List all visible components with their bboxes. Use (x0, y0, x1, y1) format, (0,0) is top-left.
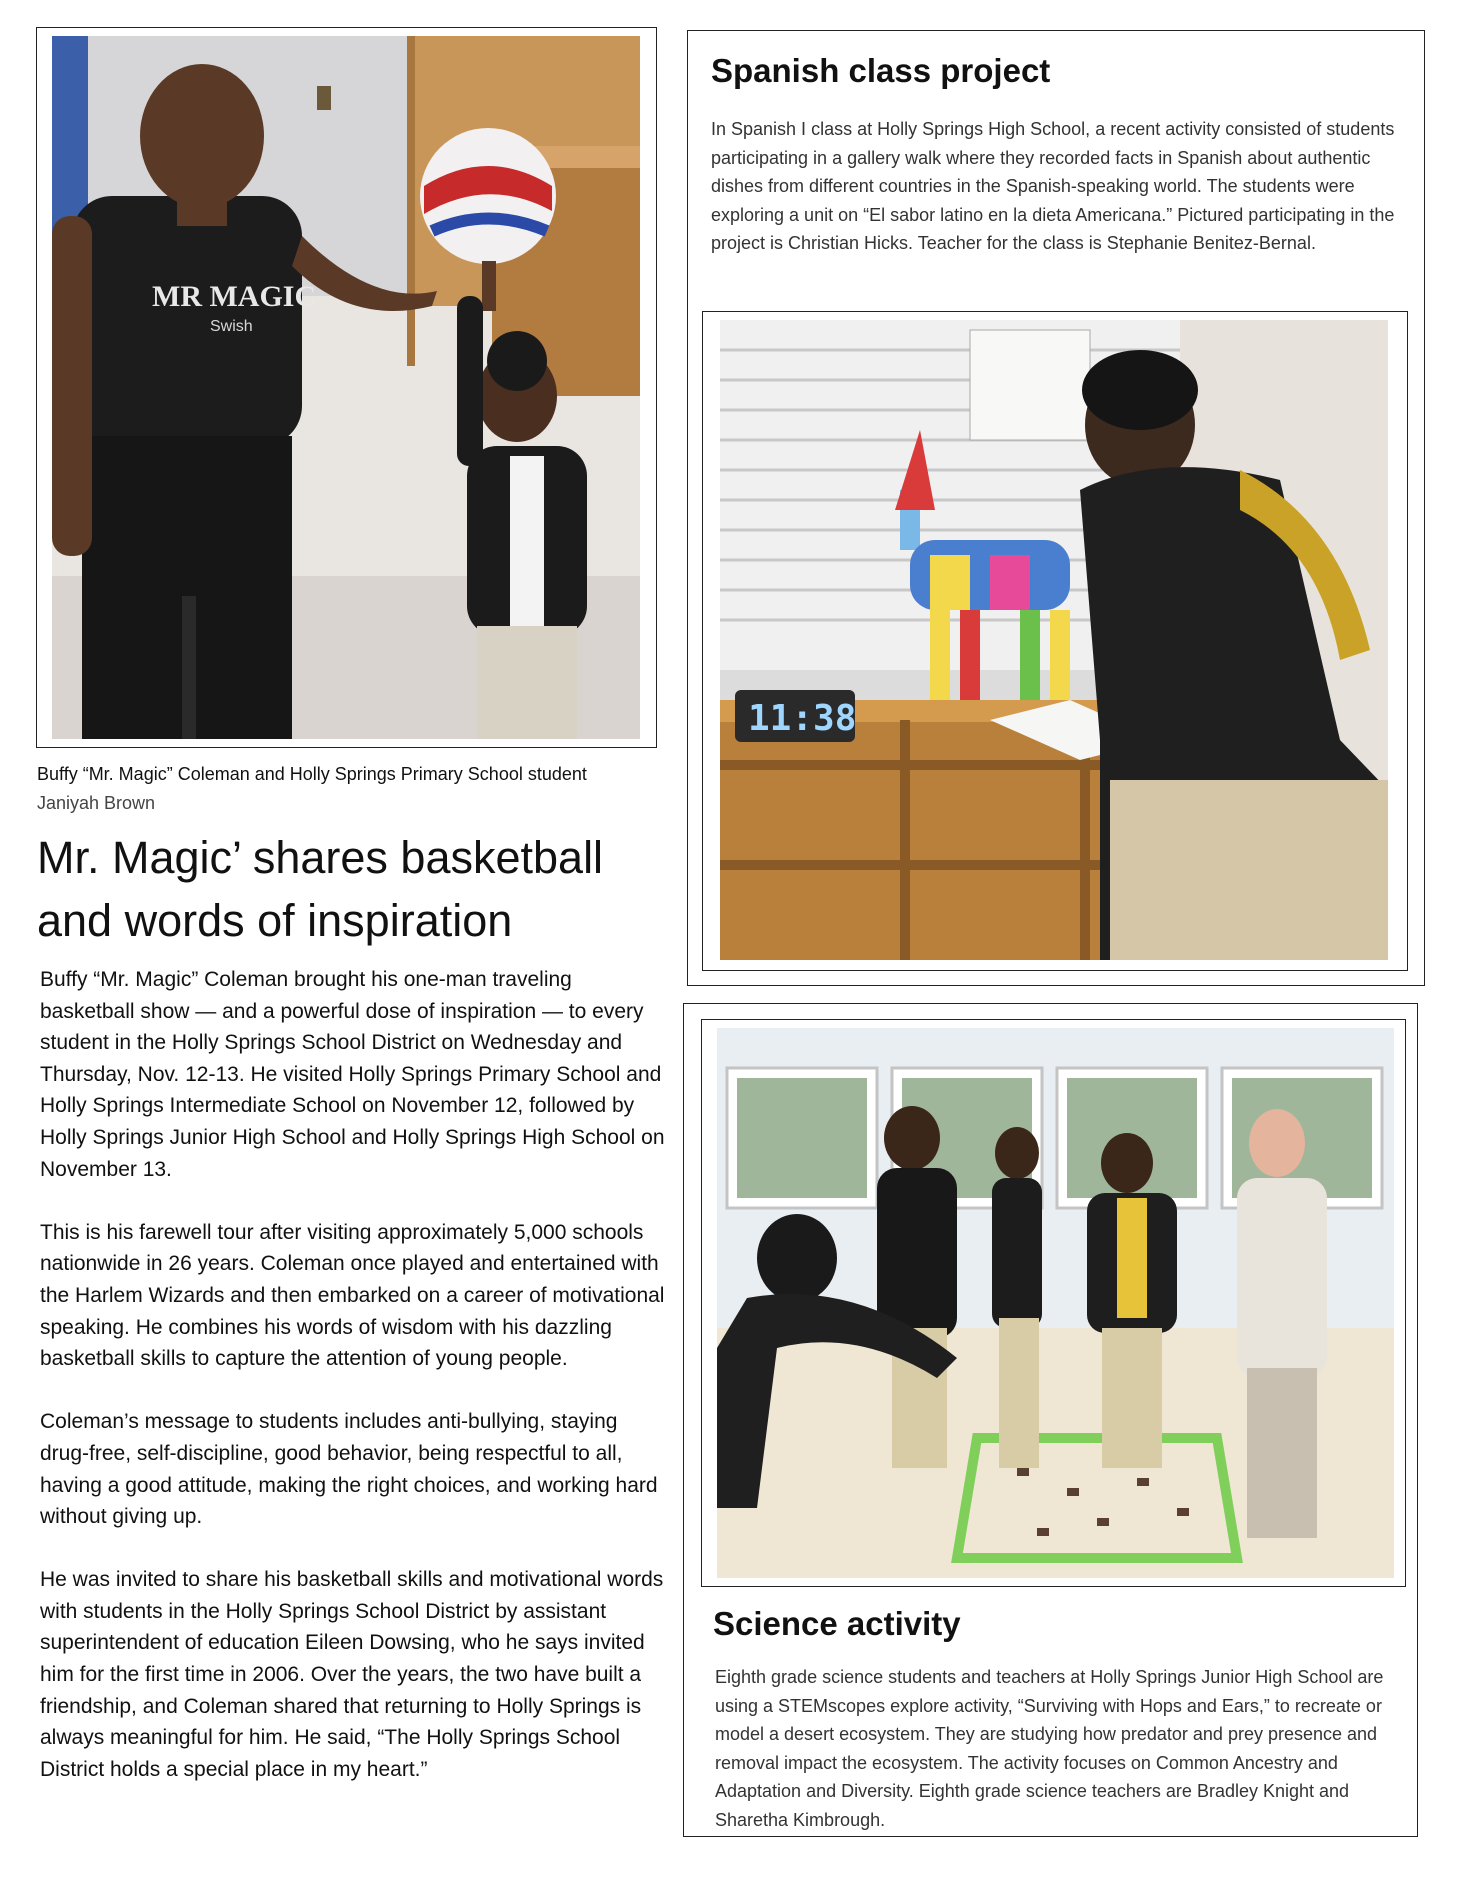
caption-credit: Janiyah Brown (37, 793, 156, 813)
science-body: Eighth grade science students and teachers at Holly Springs Junior High School are using a STEMscopes explore activity, “Surviving with Hops and Ears,” to recreate or model a desert ecosystem. They are studying how predator and prey presence and removal impact the ecosystem. The activity focuses on Common Ancestry and Adaptation and Diversity. Eighth grade science teachers are Bradley Knight and Sharetha Kimbrough. (715, 1667, 1384, 1830)
article-headline: Mr. Magic’ shares basketball and words of inspiration (37, 832, 604, 946)
article-paragraph: Buffy “Mr. Magic” Coleman brought his one-man traveling basketball show — and a powerful dose of inspiration — to every student in the Holly Springs School District on Wednesday and Thursday, Nov. 12-13. He visited Holly Springs Primary School and Holly Springs Intermediate School on November 12, followed by Holly Springs Junior High School and Holly Springs High School on November 13. (40, 968, 665, 1181)
spanish-body: In Spanish I class at Holly Springs High School, a recent activity consisted of students participating in a gallery walk where they recorded facts in Spanish about authentic dishes from different countries in the Spanish-speaking world. The students were exploring a unit on “El sabor latino en la dieta Americana.” Pictured participating in the project is Christian Hicks. Teacher for the class is Stephanie Benitez-Bernal. (711, 119, 1395, 253)
science-photo (717, 1028, 1394, 1578)
spanish-photo (720, 320, 1388, 960)
science-title: Science activity (713, 1605, 961, 1642)
caption-main: Buffy “Mr. Magic” Coleman and Holly Springs Primary School student (37, 764, 587, 784)
photo-caption (37, 760, 637, 818)
article-paragraph: He was invited to share his basketball skills and motivational words with students in the Holly Springs School District by assistant superintendent of education Eileen Dowsing, who he says invited him for the first time in 2006. Over the years, the two have built a friendship, and Coleman shared that returning to Holly Springs is always meaningful for him. He said, “The Holly Springs School District holds a special place in my heart.” (40, 1568, 664, 1781)
clock-display: 11:38 (748, 698, 857, 739)
shirt-subtext: Swish (210, 318, 253, 335)
spanish-title: Spanish class project (711, 52, 1051, 89)
shirt-text: MR MAGIC (152, 280, 317, 313)
article-body (40, 964, 665, 1817)
article-paragraph: Coleman’s message to students includes anti-bullying, staying drug-free, self-discipline, good behavior, being respectful to all, having a good attitude, making the right choices, and working hard without giving up. (40, 1410, 658, 1529)
mr-magic-photo (52, 36, 640, 739)
article-paragraph: This is his farewell tour after visiting approximately 5,000 schools nationwide in 26 years. Coleman once played and entertained with the Harlem Wizards and then embarked on a career of motivational speaking. He combines his words of wisdom with his dazzling basketball skills to capture the attention of young people. (40, 1220, 665, 1371)
